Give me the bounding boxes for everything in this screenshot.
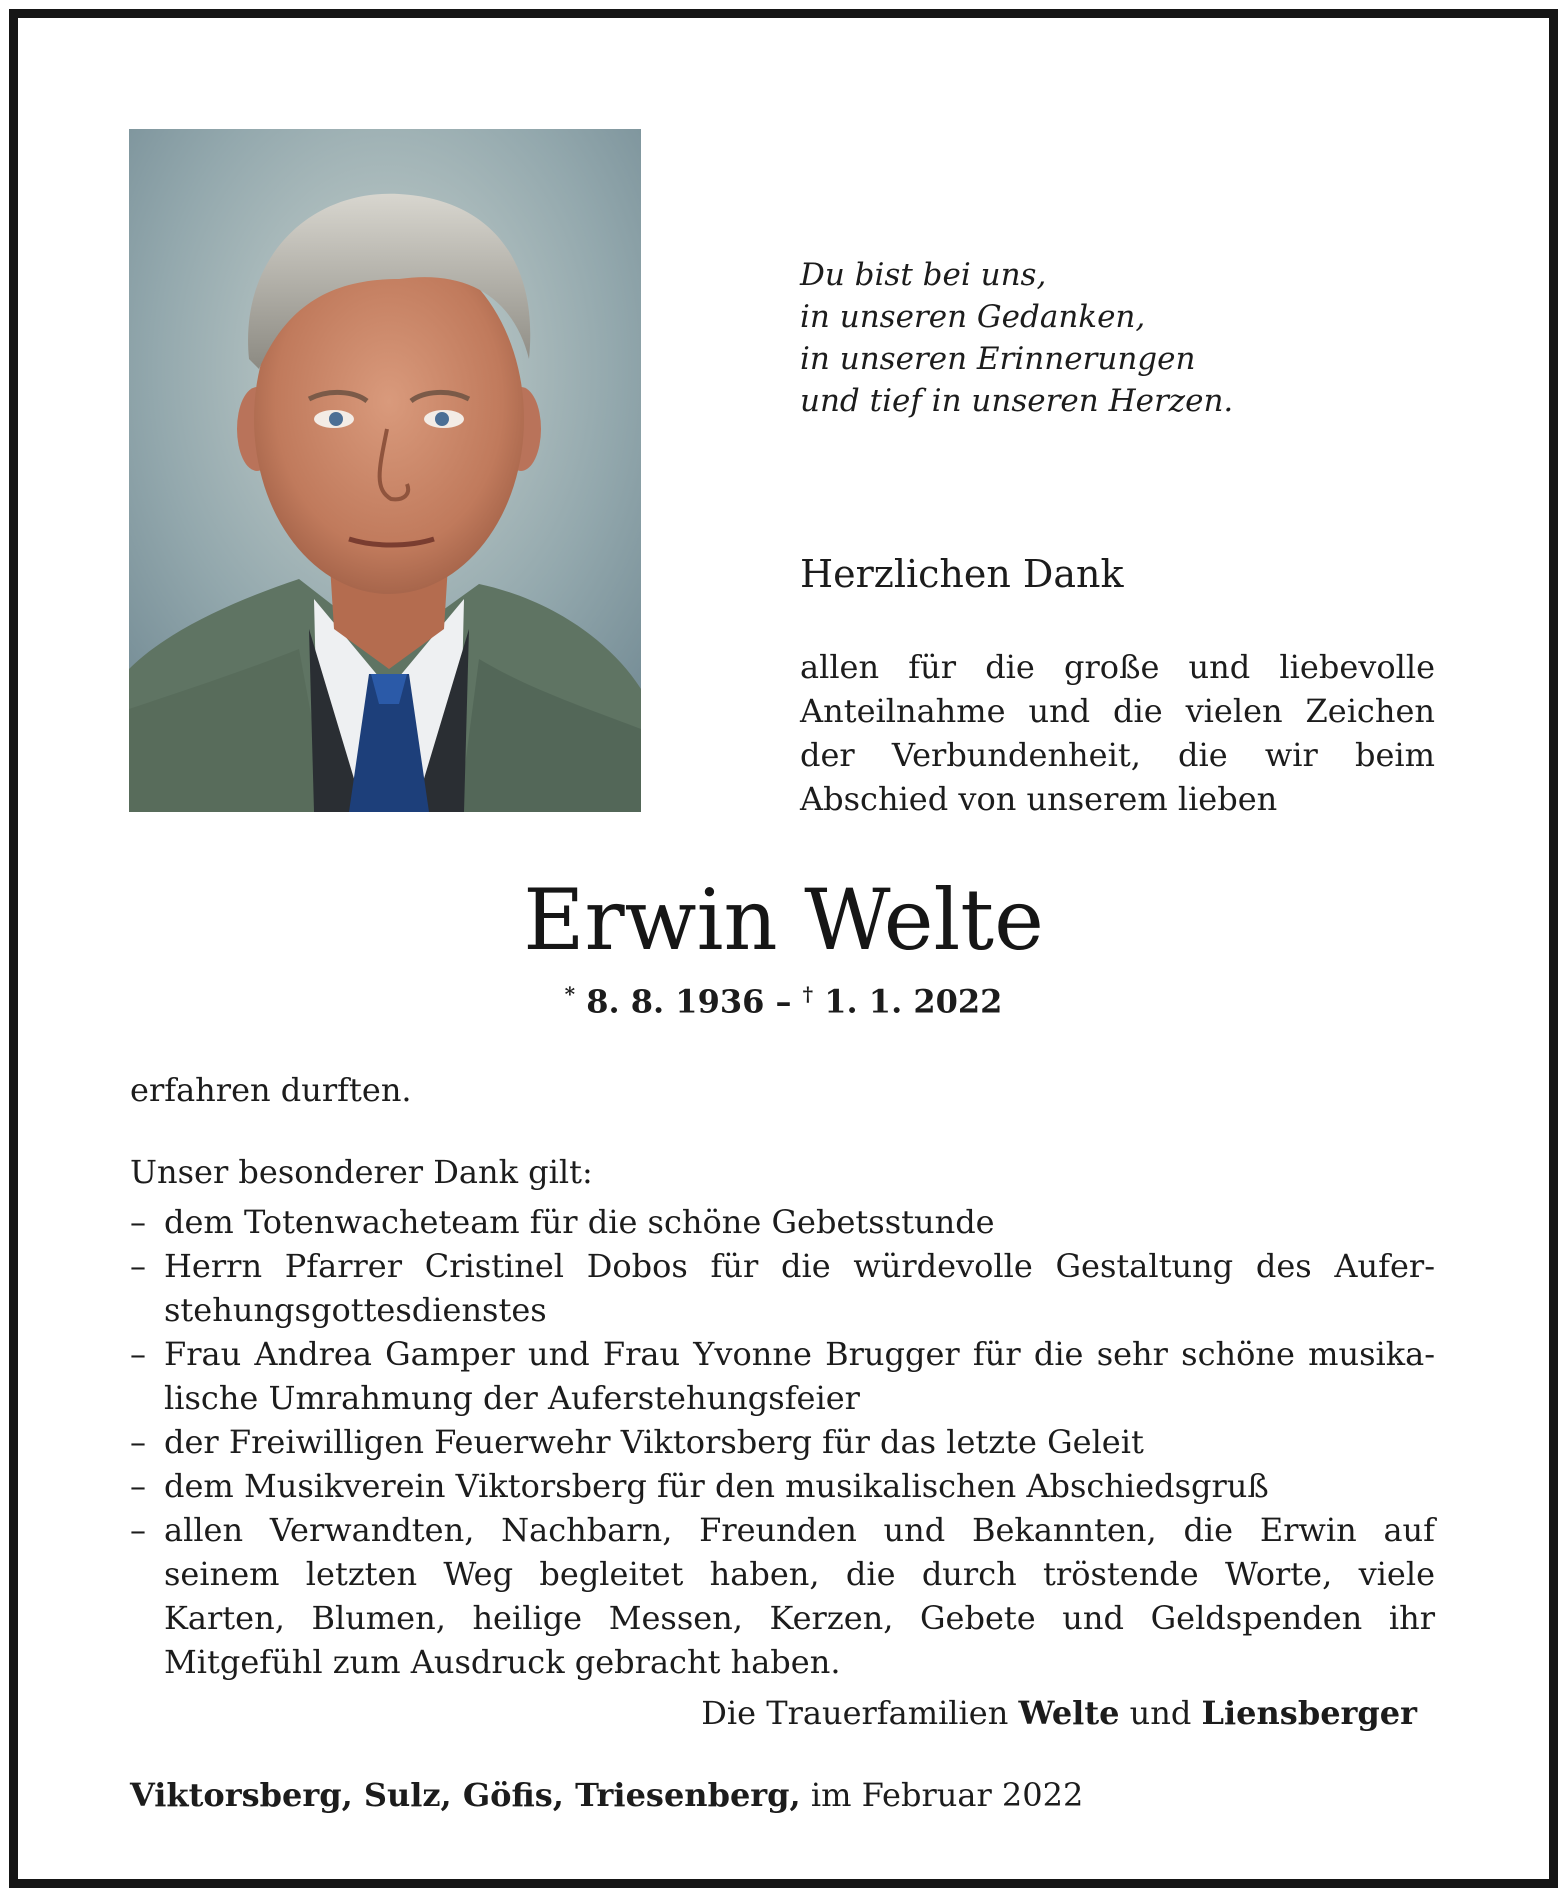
- death-symbol: †: [802, 982, 814, 1006]
- life-dates: [0, 982, 1567, 1021]
- thanks-heading: Herzlichen Dank: [800, 552, 1124, 596]
- list-item: [130, 1464, 1435, 1508]
- list-item-line: der Freiwilligen Feuerwehr Viktorsberg für das letzte Geleit: [164, 1423, 1144, 1461]
- list-item: [130, 1200, 1435, 1244]
- date-separator: –: [775, 982, 792, 1021]
- list-dash: –: [130, 1511, 146, 1549]
- signature-conjunction: und: [1129, 1694, 1192, 1732]
- thanks-line: Abschied von unserem lieben: [800, 780, 1278, 818]
- birth-date: 8. 8. 1936: [586, 982, 765, 1021]
- list-item-line: Mitgefühl zum Ausdruck gebracht haben.: [164, 1643, 841, 1681]
- verse-line: Du bist bei uns,: [800, 257, 1047, 293]
- signature-family-2: Liensberger: [1201, 1694, 1417, 1732]
- memorial-verse: [800, 254, 1440, 422]
- list-item-line: dem Totenwacheteam für die schöne Gebetsstunde: [164, 1203, 995, 1241]
- thanks-line: allen für die große und liebevolle: [800, 648, 1435, 686]
- list-item: [130, 1244, 1435, 1332]
- date-text: im Februar 2022: [810, 1776, 1084, 1814]
- list-item: [130, 1332, 1435, 1420]
- thanks-line: der Verbundenheit, die wir beim: [800, 736, 1435, 774]
- death-date: 1. 1. 2022: [824, 982, 1003, 1021]
- signature-family-1: Welte: [1018, 1694, 1120, 1732]
- list-item-line: Karten, Blumen, heilige Messen, Kerzen, Gebete und Geldspenden ihr: [164, 1599, 1435, 1637]
- list-dash: –: [130, 1423, 146, 1461]
- thanks-line: Anteilnahme und die vielen Zeichen: [800, 692, 1435, 730]
- list-dash: –: [130, 1247, 146, 1285]
- special-thanks-list: [130, 1200, 1435, 1684]
- list-item: [130, 1420, 1435, 1464]
- list-item-line: stehungsgottesdienstes: [164, 1291, 547, 1329]
- list-dash: –: [130, 1203, 146, 1241]
- list-item-line: allen Verwandten, Nachbarn, Freunden und Bekannten, die Erwin auf: [164, 1511, 1435, 1549]
- family-signature: [0, 1694, 1417, 1732]
- portrait-photo: [129, 129, 641, 812]
- verse-line: in unseren Erinnerungen: [800, 341, 1196, 377]
- birth-symbol: *: [564, 982, 576, 1006]
- verse-line: und tief in unseren Herzen.: [800, 383, 1234, 419]
- list-item: [130, 1508, 1435, 1684]
- places: Viktorsberg, Sulz, Göfis, Triesenberg,: [130, 1776, 801, 1814]
- list-dash: –: [130, 1467, 146, 1505]
- special-thanks-heading: Unser besonderer Dank gilt:: [130, 1153, 593, 1191]
- list-dash: –: [130, 1335, 146, 1373]
- list-item-line: Herrn Pfarrer Cristinel Dobos für die würdevolle Gestaltung des Aufer-: [164, 1247, 1435, 1285]
- thanks-paragraph-end: erfahren durften.: [130, 1071, 412, 1109]
- list-item-line: lische Umrahmung der Auferstehungsfeier: [164, 1379, 860, 1417]
- deceased-name: Erwin Welte: [523, 871, 1044, 969]
- thanks-paragraph: [800, 645, 1435, 821]
- list-item-line: seinem letzten Weg begleitet haben, die durch tröstende Worte, viele: [164, 1555, 1435, 1593]
- signature-prefix: Die Trauerfamilien: [701, 1694, 1009, 1732]
- list-item-line: Frau Andrea Gamper und Frau Yvonne Brugger für die sehr schöne musika-: [164, 1335, 1435, 1373]
- place-and-date: [130, 1776, 1083, 1814]
- verse-line: in unseren Gedanken,: [800, 299, 1146, 335]
- list-item-line: dem Musikverein Viktorsberg für den musikalischen Abschiedsgruß: [164, 1467, 1269, 1505]
